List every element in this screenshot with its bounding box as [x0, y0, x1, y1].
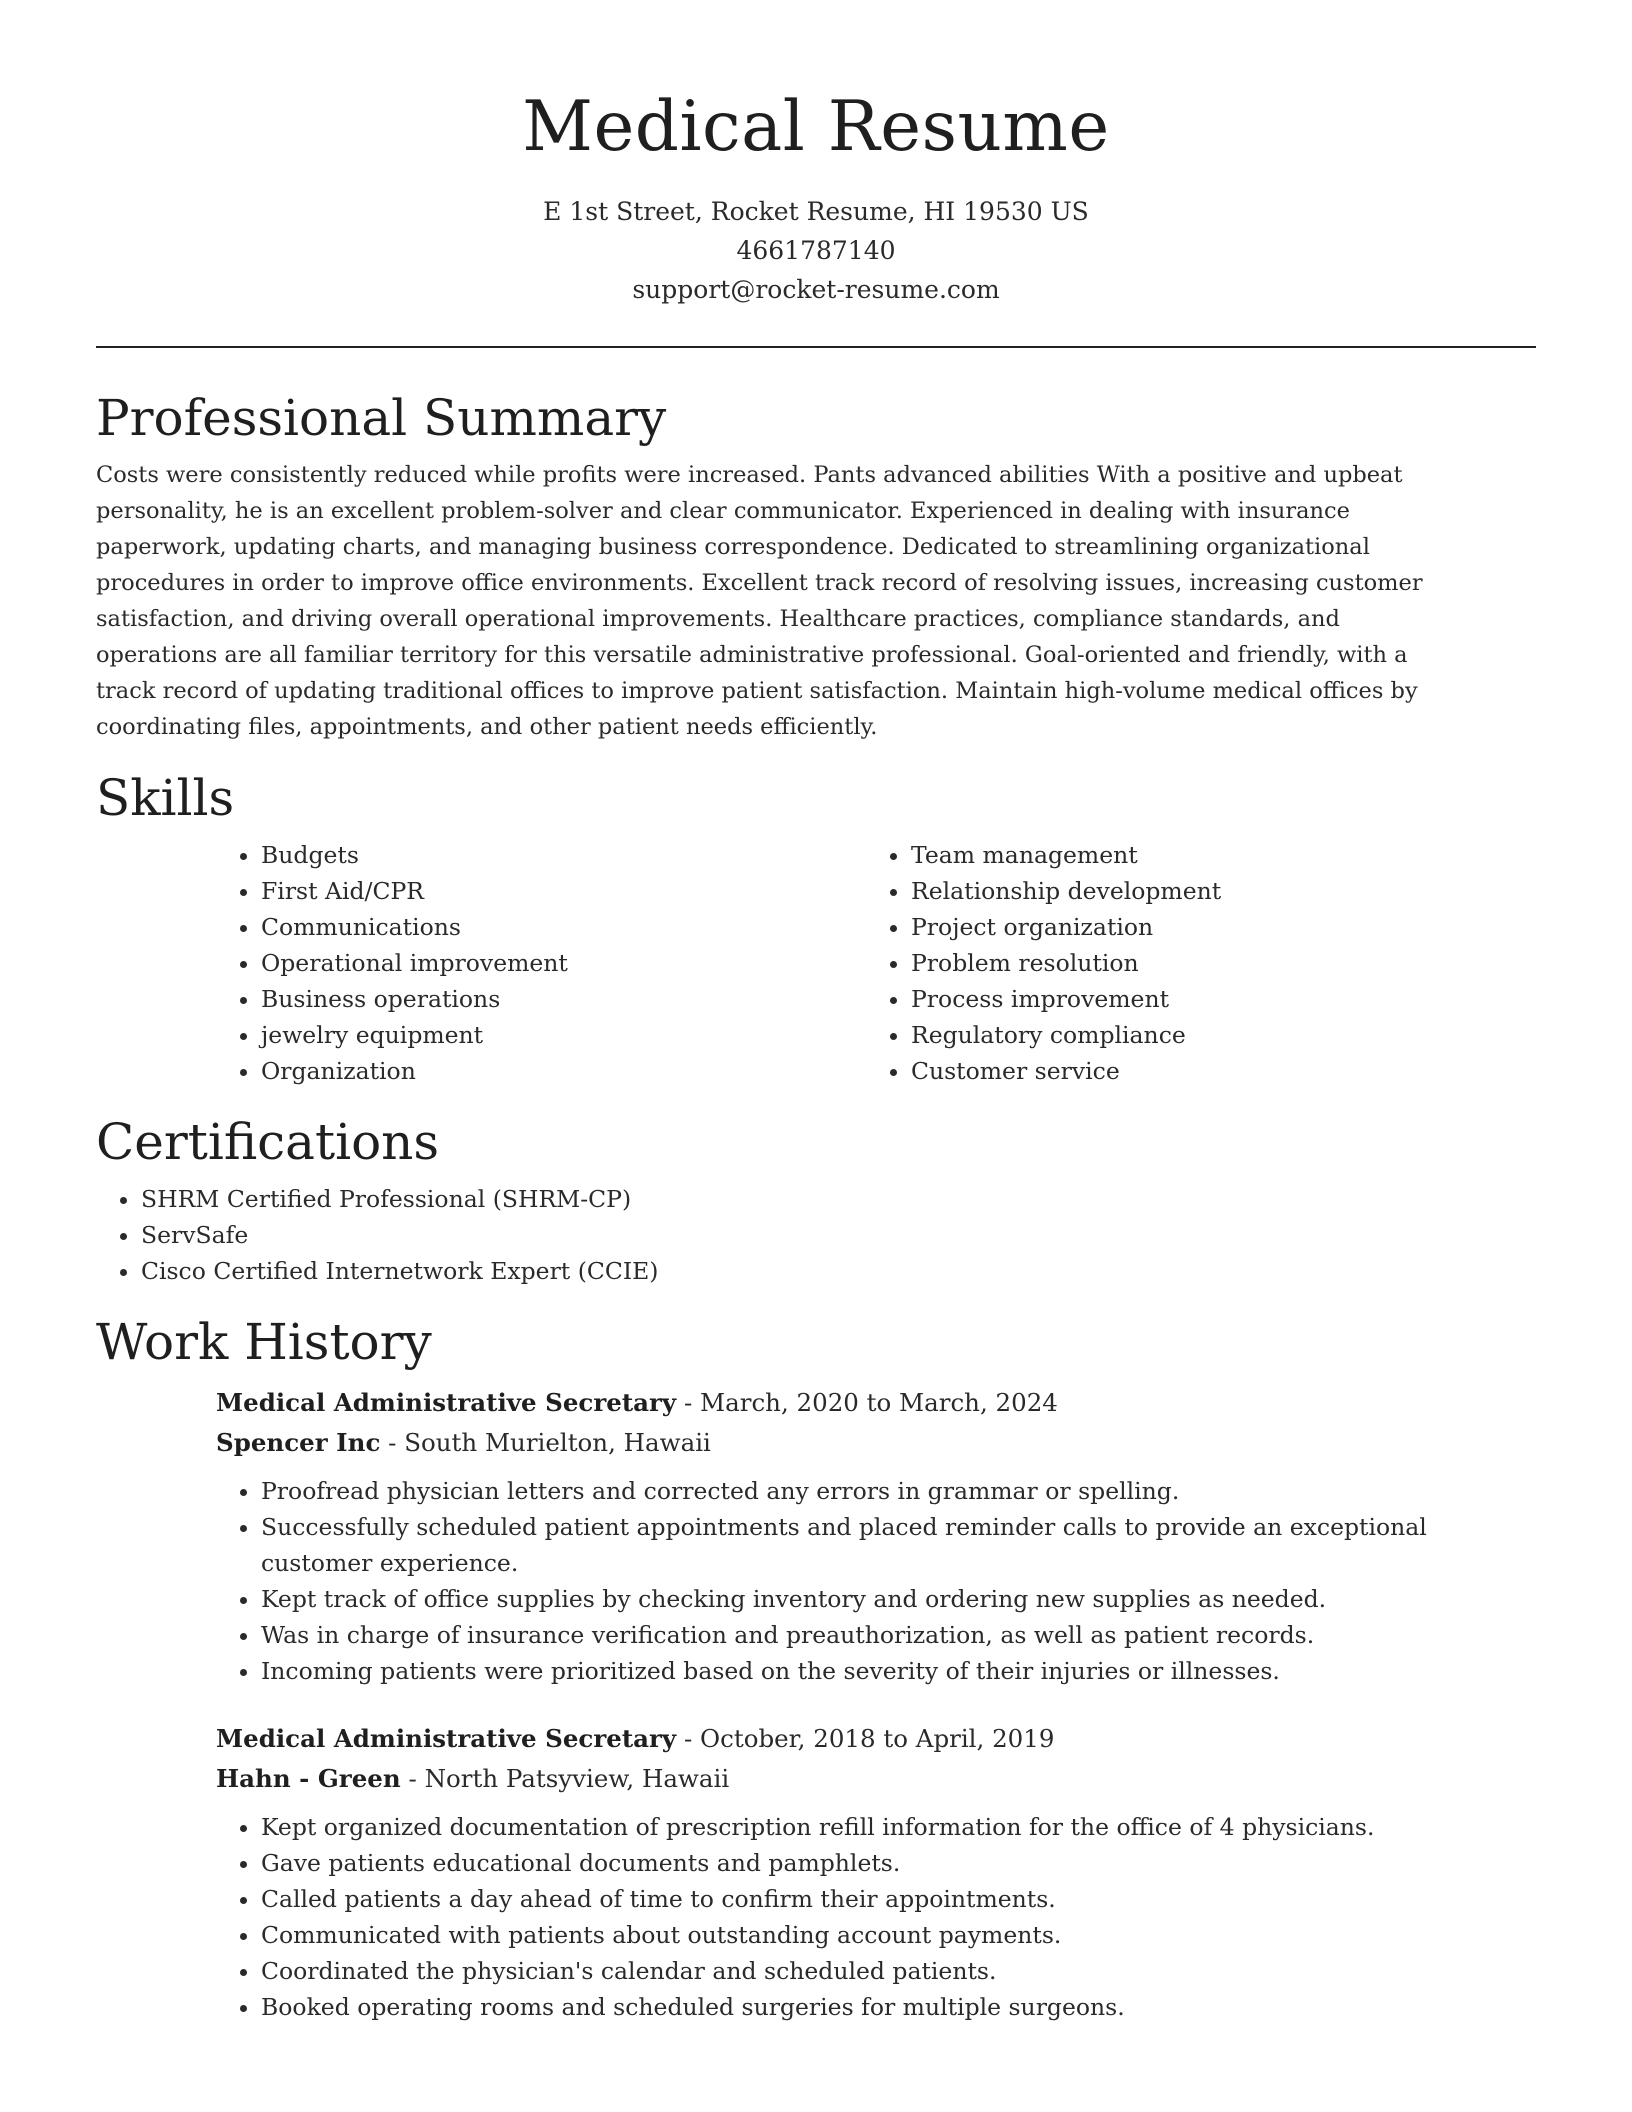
- summary-text: Costs were consistently reduced while profits were increased. Pants advanced abilities With a positive and upbeat personality, he is an excellent problem-solver and clear communicator. Experienced in dealing with insurance paperwork, updating charts, and managing business correspondence. Dedicated to streamlining organizational procedures in order to improve office environments. Excellent track record of resolving issues, increasing customer satisfaction, and driving overall operational improvements. Healthcare practices, compliance standards, and operations are all familiar territory for this versatile administrative professional. Goal-oriented and friendly, with a track record of updating traditional offices to improve patient satisfaction. Maintain high-volume medical offices by coordinating files, appointments, and other patient needs efficiently.: [96, 462, 1423, 740]
- skills-columns: [216, 837, 1536, 1089]
- job-separator: -: [388, 1428, 405, 1457]
- skill-item: • Relationship development: [911, 873, 1516, 909]
- certification-item: • ServSafe: [141, 1217, 1536, 1253]
- job-title-line: [216, 1719, 1536, 1759]
- job-dates: March, 2020 to March, 2024: [700, 1388, 1058, 1417]
- job-bullet: • Was in charge of insurance verification and preauthorization, as well as patient records.: [261, 1617, 1541, 1653]
- job-bullet: • Successfully scheduled patient appointments and placed reminder calls to provide an exceptional customer experience.: [261, 1509, 1541, 1581]
- job-bullets: [216, 1473, 1536, 1689]
- skill-item: • Operational improvement: [261, 945, 866, 981]
- skill-item: • Communications: [261, 909, 866, 945]
- job-company-line: [216, 1423, 1536, 1463]
- job-position: Medical Administrative Secretary: [216, 1388, 677, 1417]
- skill-item: • Organization: [261, 1053, 866, 1089]
- skill-item: • First Aid/CPR: [261, 873, 866, 909]
- job-separator: -: [408, 1764, 425, 1793]
- job-title-line: [216, 1383, 1536, 1423]
- contact-phone: 4661787140: [736, 236, 896, 265]
- contact-email[interactable]: support@rocket-resume.com: [632, 275, 1000, 304]
- skill-item: • Regulatory compliance: [911, 1017, 1516, 1053]
- job-dates: October, 2018 to April, 2019: [700, 1724, 1055, 1753]
- job-separator: -: [683, 1724, 701, 1753]
- skills-section: [96, 767, 1536, 1089]
- job-bullets: [216, 1809, 1536, 2025]
- job-company-line: [216, 1759, 1536, 1799]
- job-bullet: • Communicated with patients about outstanding account payments.: [261, 1917, 1541, 1953]
- job-bullet: • Booked operating rooms and scheduled surgeries for multiple surgeons.: [261, 1989, 1541, 2025]
- skill-item: • Process improvement: [911, 981, 1516, 1017]
- summary-title: Professional Summary: [96, 389, 667, 447]
- job-separator: -: [683, 1388, 701, 1417]
- job-position: Medical Administrative Secretary: [216, 1724, 677, 1753]
- certification-item: • SHRM Certified Professional (SHRM-CP): [141, 1181, 1536, 1217]
- job-bullet: • Coordinated the physician's calendar and scheduled patients.: [261, 1953, 1541, 1989]
- skills-list-left: [216, 837, 866, 1089]
- contact-block: [96, 192, 1536, 309]
- skills-column-right: [866, 837, 1516, 1089]
- job-bullet: • Proofread physician letters and corrected any errors in grammar or spelling.: [261, 1473, 1541, 1509]
- skills-column-left: [216, 837, 866, 1089]
- job-entry: [216, 1383, 1536, 1689]
- certifications-section: [96, 1111, 1536, 1289]
- job-bullet: • Gave patients educational documents and pamphlets.: [261, 1845, 1541, 1881]
- certification-item: • Cisco Certified Internetwork Expert (CCIE): [141, 1253, 1536, 1289]
- contact-address: E 1st Street, Rocket Resume, HI 19530 US: [543, 197, 1089, 226]
- skills-list-right: [866, 837, 1516, 1089]
- summary-section: [96, 387, 1536, 745]
- job-location: South Murielton, Hawaii: [404, 1428, 711, 1457]
- job-bullet: • Kept organized documentation of prescription refill information for the office of 4 physicians.: [261, 1809, 1541, 1845]
- skill-item: • jewelry equipment: [261, 1017, 866, 1053]
- header-divider: [96, 346, 1536, 348]
- skill-item: • Project organization: [911, 909, 1516, 945]
- resume-page: [96, 0, 1536, 2025]
- resume-name: Medical Resume: [522, 87, 1110, 167]
- certifications-list: [96, 1181, 1536, 1289]
- job-company: Spencer Inc: [216, 1428, 381, 1457]
- work-history-title: Work History: [96, 1313, 432, 1371]
- skill-item: • Business operations: [261, 981, 866, 1017]
- job-location: North Patsyview, Hawaii: [424, 1764, 730, 1793]
- job-entry: [216, 1719, 1536, 2025]
- skill-item: • Budgets: [261, 837, 866, 873]
- job-company: Hahn - Green: [216, 1764, 401, 1793]
- job-bullet: • Incoming patients were prioritized based on the severity of their injuries or illnesses.: [261, 1653, 1541, 1689]
- resume-header: [96, 0, 1536, 309]
- job-bullet: • Kept track of office supplies by checking inventory and ordering new supplies as needed.: [261, 1581, 1541, 1617]
- skill-item: • Customer service: [911, 1053, 1516, 1089]
- certifications-title: Certifications: [96, 1113, 440, 1171]
- skill-item: • Problem resolution: [911, 945, 1516, 981]
- job-bullet: • Called patients a day ahead of time to confirm their appointments.: [261, 1881, 1541, 1917]
- work-history-section: [96, 1311, 1536, 2025]
- skills-title: Skills: [96, 769, 235, 827]
- skill-item: • Team management: [911, 837, 1516, 873]
